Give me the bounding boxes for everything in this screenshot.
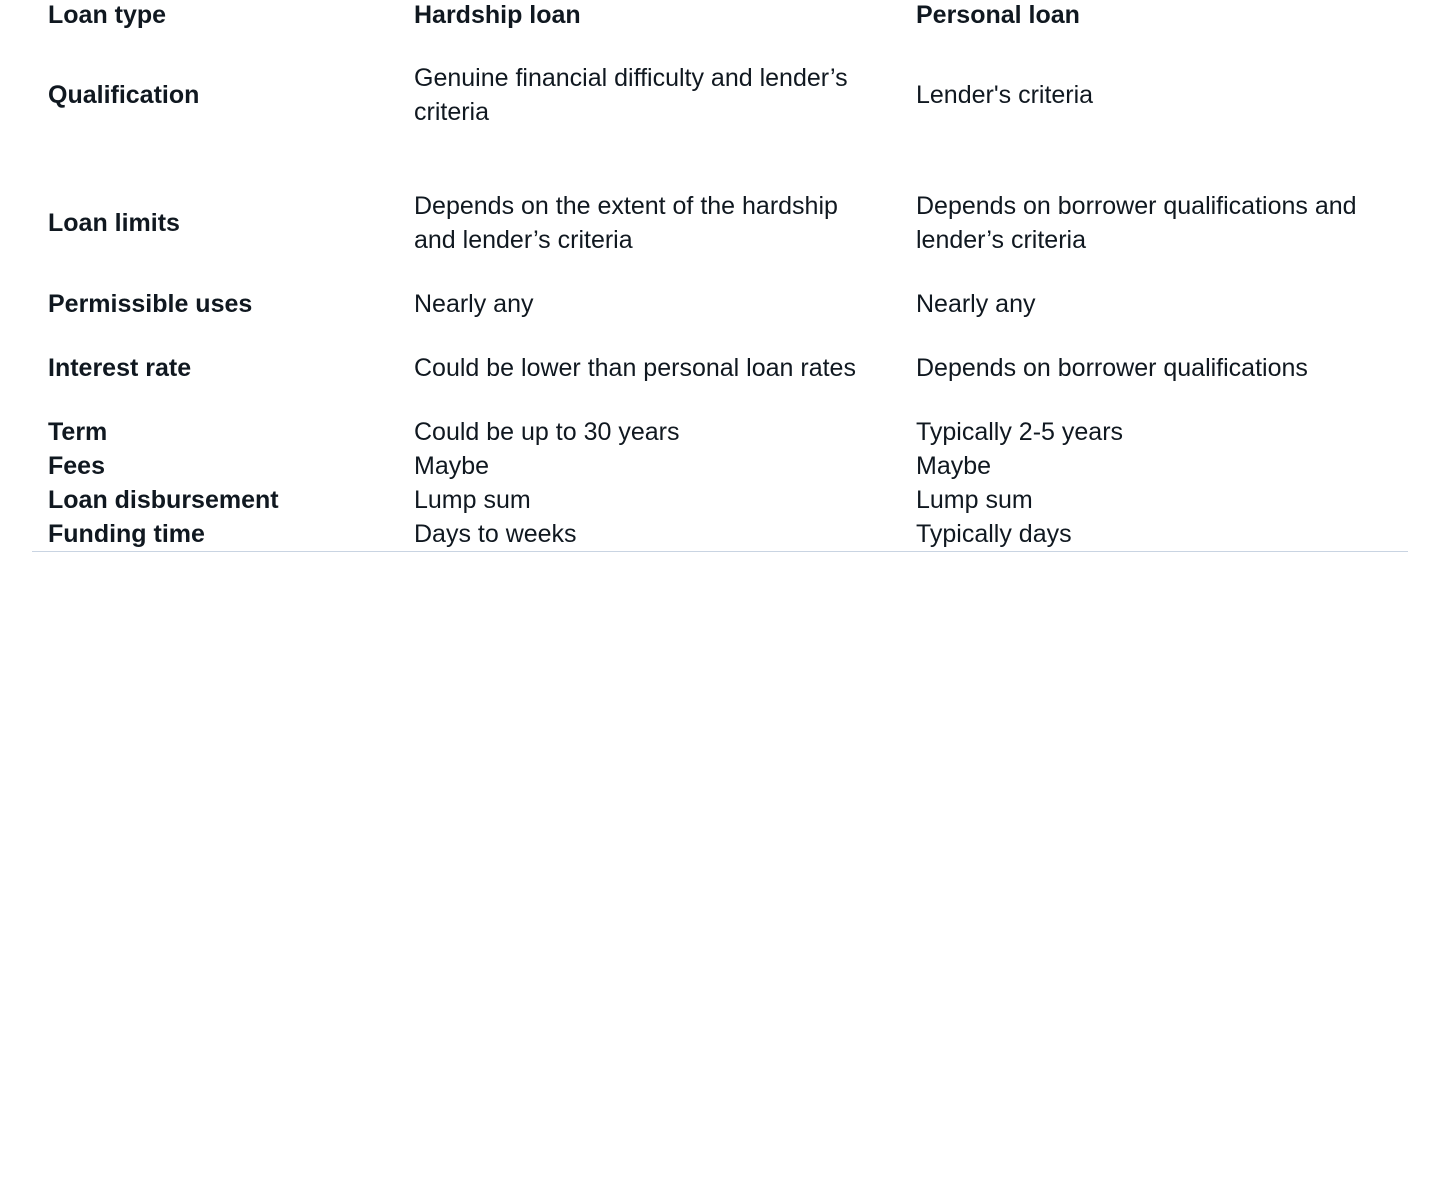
table-row (32, 517, 1408, 552)
table-header (32, 0, 1408, 31)
row-label-loan-limits: Loan limits (48, 209, 180, 238)
cell-hardship-permissible-uses: Nearly any (414, 290, 534, 319)
row-label-permissible-uses: Permissible uses (48, 290, 253, 319)
cell-hardship-term: Could be up to 30 years (414, 418, 680, 447)
loan-comparison-table (32, 0, 1408, 552)
table-row (32, 449, 1408, 483)
cell-personal-loan-disbursement: Lump sum (916, 486, 1033, 515)
cell-hardship-qualification: Genuine financial difficulty and lender’s criteria (414, 64, 848, 127)
row-label-interest-rate: Interest rate (48, 354, 192, 383)
row-label-funding-time: Funding time (32, 517, 414, 552)
cell-personal-term: Typically 2-5 years (916, 418, 1124, 447)
table-header-row (32, 0, 1408, 31)
cell-hardship-loan-limits: Depends on the extent of the hardship and lender’s criteria (414, 192, 838, 255)
table-row (32, 415, 1408, 449)
row-label-qualification: Qualification (48, 81, 200, 110)
cell-hardship-funding-time: Days to weeks (414, 517, 916, 552)
table-row (32, 483, 1408, 517)
cell-personal-qualification: Lender's criteria (916, 81, 1094, 110)
table-row (32, 159, 1408, 287)
cell-personal-permissible-uses: Nearly any (916, 290, 1036, 319)
cell-personal-fees: Maybe (916, 452, 992, 481)
row-label-term: Term (48, 418, 108, 447)
cell-personal-loan-limits: Depends on borrower qualifications and lender’s criteria (916, 192, 1357, 255)
column-header-loan-type: Loan type (48, 1, 167, 29)
row-label-loan-disbursement: Loan disbursement (48, 486, 279, 515)
cell-personal-funding-time: Typically days (916, 517, 1408, 552)
column-header-personal-loan: Personal loan (916, 1, 1080, 29)
table-row (32, 31, 1408, 159)
cell-personal-interest-rate: Depends on borrower qualifications (916, 354, 1308, 383)
table-row (32, 321, 1408, 415)
column-header-hardship-loan: Hardship loan (414, 1, 581, 29)
cell-hardship-interest-rate: Could be lower than personal loan rates (414, 354, 856, 383)
table-body (32, 31, 1408, 552)
cell-hardship-fees: Maybe (414, 452, 490, 481)
table-row (32, 287, 1408, 321)
cell-hardship-loan-disbursement: Lump sum (414, 486, 531, 515)
row-label-fees: Fees (48, 452, 105, 481)
